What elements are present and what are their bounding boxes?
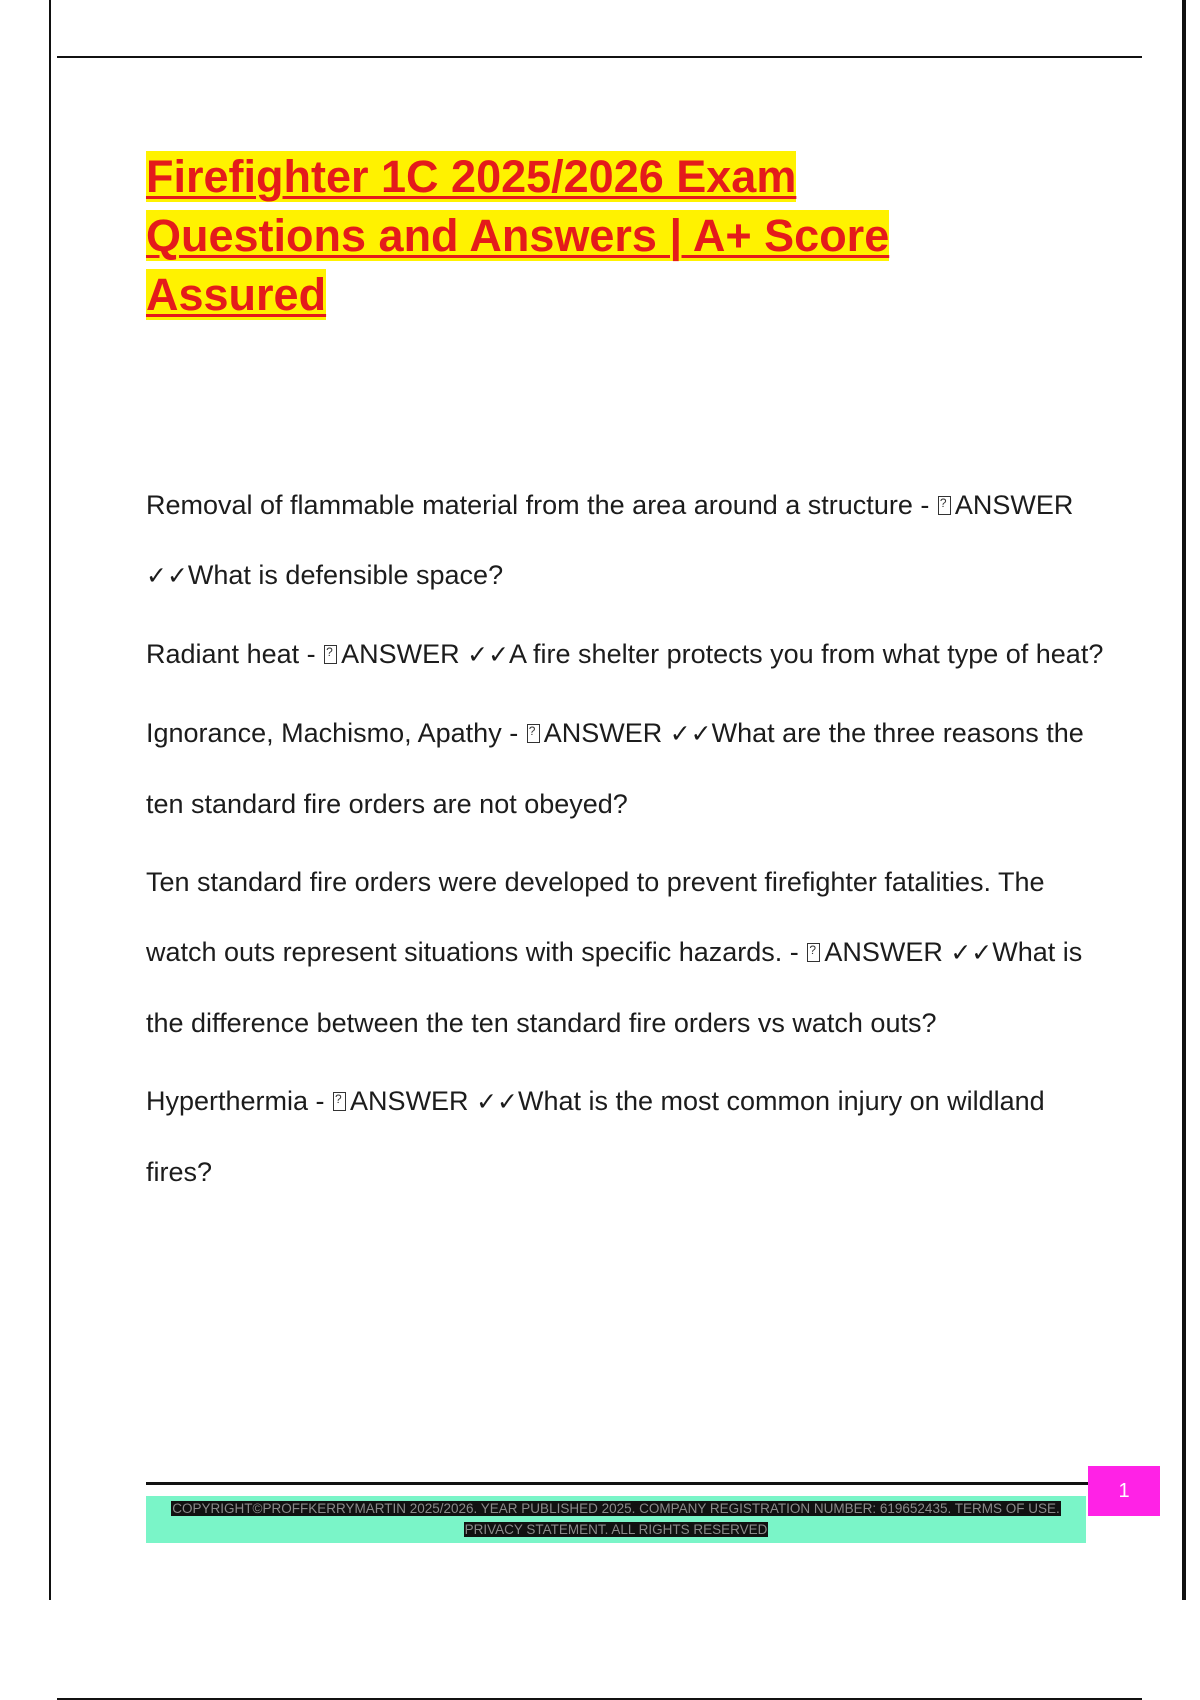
- qa-answer: Ignorance, Machismo, Apathy -: [146, 718, 526, 748]
- missing-glyph-icon: [527, 724, 540, 743]
- copyright-line-2: PRIVACY STATEMENT. ALL RIGHTS RESERVED: [464, 1522, 768, 1537]
- page-number-badge: 1: [1088, 1466, 1160, 1516]
- missing-glyph-icon: [938, 496, 951, 515]
- double-check-icon: ✓✓: [467, 640, 510, 669]
- qa-answer: Removal of flammable material from the area around a structure -: [146, 490, 937, 520]
- qa-answer: Radiant heat -: [146, 639, 324, 669]
- qa-item: [146, 470, 1106, 611]
- answer-label: ANSWER: [350, 1086, 477, 1116]
- header-rule: [57, 56, 1142, 58]
- document-title: [146, 147, 1106, 324]
- title-line-3: Assured: [146, 269, 327, 320]
- title-line-2: Questions and Answers | A+ Score: [146, 210, 890, 261]
- double-check-icon: ✓✓: [146, 561, 188, 590]
- qa-question: A fire shelter protects you from what type of heat?: [509, 639, 1104, 669]
- missing-glyph-icon: [333, 1092, 346, 1111]
- qa-item: [146, 847, 1106, 1058]
- double-check-icon: ✓✓: [669, 719, 712, 748]
- qa-item: [146, 1066, 1106, 1207]
- qa-question: What is defensible space?: [187, 560, 504, 590]
- page-border-left: [49, 0, 51, 1600]
- answer-label: ANSWER: [341, 639, 468, 669]
- qa-answer: Ten standard fire orders were developed to prevent firefighter fatalities. The watch outs represent situations with specific hazards. -: [146, 867, 1045, 967]
- qa-question: What is the difference between the ten standard fire orders vs watch outs?: [146, 937, 1083, 1038]
- title-line-1: Firefighter 1C 2025/2026 Exam: [146, 151, 797, 202]
- qa-question: What is the most common injury on wildland fires?: [146, 1086, 1045, 1187]
- double-check-icon: ✓✓: [476, 1087, 518, 1116]
- page-border-right: [1182, 0, 1186, 1600]
- answer-label: ANSWER: [543, 718, 670, 748]
- double-check-icon: ✓✓: [950, 938, 993, 967]
- qa-question: What are the three reasons the ten standard fire orders are not obeyed?: [146, 718, 1084, 819]
- qa-item: [146, 619, 1106, 690]
- answer-label: ANSWER: [824, 937, 951, 967]
- qa-list: [146, 470, 1106, 1215]
- answer-label: ANSWER: [954, 490, 1074, 520]
- qa-answer: Hyperthermia -: [146, 1086, 333, 1116]
- copyright-line-1: COPYRIGHT©PROFFKERRYMARTIN 2025/2026. YEAR PUBLISHED 2025. COMPANY REGISTRATION NUMBER: 619652435. TERMS OF USE.: [172, 1501, 1060, 1516]
- footer-copyright-band: [146, 1496, 1086, 1543]
- footer-rule: [146, 1482, 1088, 1485]
- qa-item: [146, 698, 1106, 839]
- missing-glyph-icon: [807, 943, 820, 962]
- missing-glyph-icon: [324, 645, 337, 664]
